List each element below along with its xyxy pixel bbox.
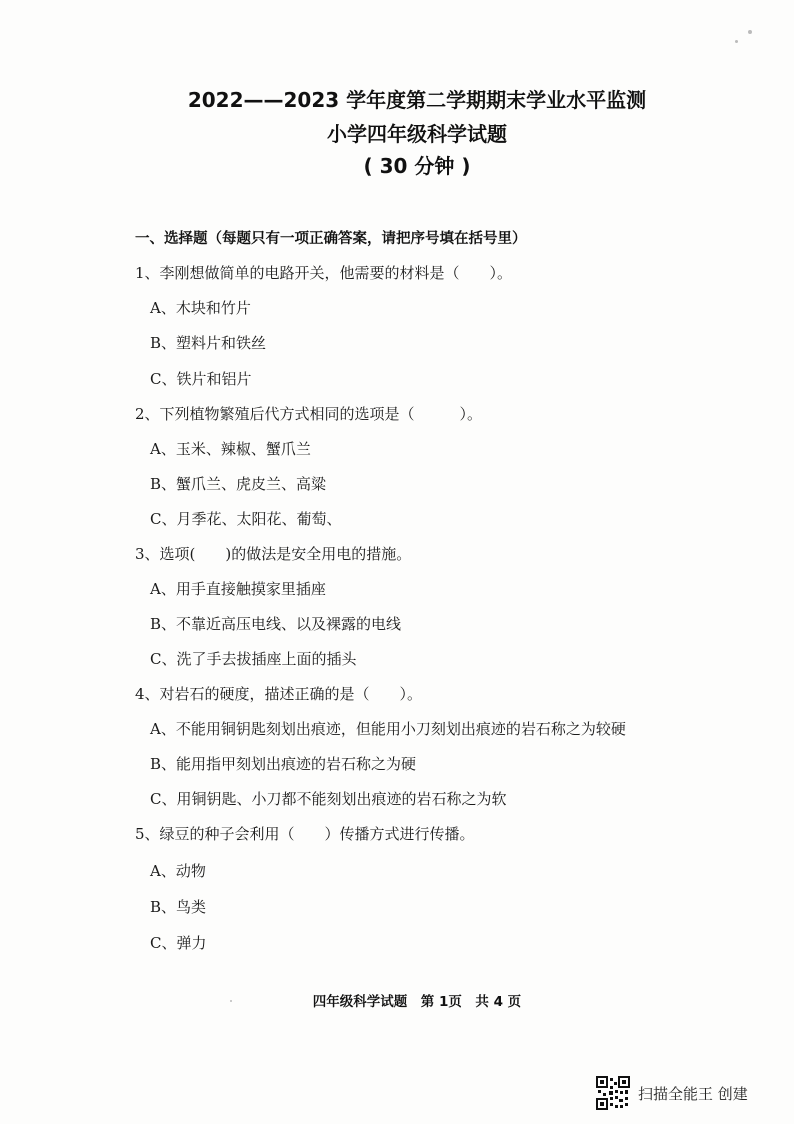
page-footer: 四年级科学试题 第 1页 共 4 页 — [312, 994, 522, 1010]
question-3-option-a: A、用手直接触摸家里插座 — [150, 580, 326, 598]
question-1: 1、李刚想做简单的电路开关，他需要的材料是（ ）。 — [135, 264, 513, 282]
scan-speck — [748, 30, 752, 34]
question-5-option-b: B、鸟类 — [150, 898, 207, 916]
question-1-option-b: B、塑料片和铁丝 — [150, 334, 267, 352]
question-4: 4、对岩石的硬度，描述正确的是（ ）。 — [135, 685, 423, 703]
question-2: 2、下列植物繁殖后代方式相同的选项是（ ）。 — [135, 405, 483, 423]
scanner-watermark — [596, 1076, 748, 1110]
question-3-option-c: C、洗了手去拔插座上面的插头 — [150, 650, 357, 668]
question-5-option-c: C、弹力 — [150, 934, 207, 952]
question-5: 5、绿豆的种子会利用（ ）传播方式进行传播。 — [135, 825, 475, 843]
question-2-option-b: B、蟹爪兰、虎皮兰、高粱 — [150, 475, 327, 493]
question-2-option-c: C、月季花、太阳花、葡萄、 — [150, 510, 342, 528]
question-1-option-a: A、木块和竹片 — [150, 299, 251, 317]
question-5-option-a: A、动物 — [150, 862, 206, 880]
scanner-label: 扫描全能王 创建 — [638, 1084, 748, 1103]
question-1-option-c: C、铁片和铝片 — [150, 370, 252, 388]
exam-title: 2022——2023 学年度第二学期期末学业水平监测 — [187, 88, 647, 112]
scan-speck — [230, 1000, 232, 1002]
question-4-option-a: A、不能用铜钥匙刻划出痕迹，但能用小刀刻划出痕迹的岩石称之为较硬 — [150, 720, 626, 738]
question-4-option-b: B、能用指甲刻划出痕迹的岩石称之为硬 — [150, 755, 417, 773]
qr-code-icon — [596, 1076, 630, 1110]
question-2-option-a: A、玉米、辣椒、蟹爪兰 — [150, 440, 311, 458]
exam-subtitle: 小学四年级科学试题 — [327, 122, 507, 146]
question-3-option-b: B、不靠近高压电线、以及裸露的电线 — [150, 615, 402, 633]
question-4-option-c: C、用铜钥匙、小刀都不能刻划出痕迹的岩石称之为软 — [150, 790, 507, 808]
exam-duration: ( 30 分钟 ) — [363, 154, 471, 178]
section-heading: 一、选择题（每题只有一项正确答案，请把序号填在括号里） — [135, 231, 527, 247]
question-3: 3、选项( )的做法是安全用电的措施。 — [135, 545, 412, 563]
scan-speck — [735, 40, 738, 43]
